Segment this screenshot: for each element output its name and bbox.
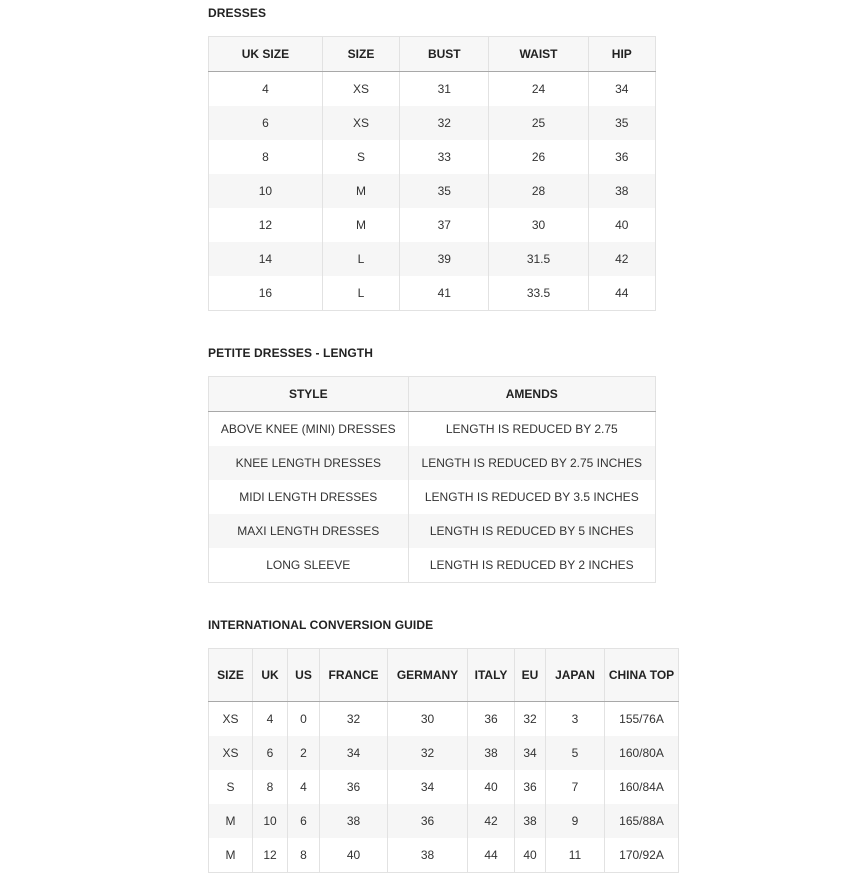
column-header: ITALY [468,649,515,702]
dresses-size-table [208,36,656,311]
table-cell: 32 [320,702,388,737]
table-cell: S [322,140,399,174]
table-cell: S [209,770,253,804]
table-cell: 6 [288,804,320,838]
table-cell: 36 [515,770,546,804]
table-cell: 14 [209,242,323,276]
table-cell: XS [209,736,253,770]
table-cell: M [322,174,399,208]
table-cell: 3 [546,702,605,737]
table-cell: 44 [588,276,655,311]
table-cell: 6 [209,106,323,140]
table-cell: 38 [515,804,546,838]
table-cell: 12 [253,838,288,873]
table-cell: 38 [388,838,468,873]
table-cell: 9 [546,804,605,838]
table-cell: 39 [400,242,489,276]
table-row [209,276,656,311]
table-row [209,242,656,276]
table-cell: 34 [588,72,655,107]
table-cell: M [209,804,253,838]
table-cell: 8 [253,770,288,804]
table-cell: 8 [209,140,323,174]
table-cell: 170/92A [605,838,679,873]
table-row [209,208,656,242]
table-cell: LENGTH IS REDUCED BY 2.75 [408,412,655,447]
table-cell: M [209,838,253,873]
table-header-row [209,377,656,412]
table-cell: 7 [546,770,605,804]
table-cell: 37 [400,208,489,242]
table-cell: 0 [288,702,320,737]
table-cell: 155/76A [605,702,679,737]
table-cell: 36 [468,702,515,737]
table-cell: 4 [288,770,320,804]
table-cell: 24 [489,72,588,107]
table-cell: MIDI LENGTH DRESSES [209,480,409,514]
table-cell: 40 [320,838,388,873]
table-cell: L [322,276,399,311]
table-cell: 4 [253,702,288,737]
table-cell: ABOVE KNEE (MINI) DRESSES [209,412,409,447]
table-cell: 11 [546,838,605,873]
column-header: UK [253,649,288,702]
table-cell: 36 [320,770,388,804]
column-header: AMENDS [408,377,655,412]
column-header: CHINA TOP [605,649,679,702]
table-cell: XS [322,106,399,140]
table-cell: XS [322,72,399,107]
table-row [209,174,656,208]
table-cell: 34 [388,770,468,804]
table-row [209,804,679,838]
table-cell: LENGTH IS REDUCED BY 3.5 INCHES [408,480,655,514]
table-cell: 44 [468,838,515,873]
table-cell: 2 [288,736,320,770]
dresses-title: DRESSES [208,6,267,20]
table-row [209,72,656,107]
table-row [209,514,656,548]
table-row [209,548,656,583]
table-cell: XS [209,702,253,737]
column-header: US [288,649,320,702]
table-cell: LENGTH IS REDUCED BY 2 INCHES [408,548,655,583]
table-cell: 10 [253,804,288,838]
table-cell: MAXI LENGTH DRESSES [209,514,409,548]
column-header: SIZE [322,37,399,72]
column-header: WAIST [489,37,588,72]
table-row [209,770,679,804]
table-cell: 35 [588,106,655,140]
table-cell: 32 [388,736,468,770]
table-cell: 36 [588,140,655,174]
table-cell: 34 [320,736,388,770]
column-header: UK SIZE [209,37,323,72]
petite-title: PETITE DRESSES - LENGTH [208,346,373,360]
table-cell: 4 [209,72,323,107]
column-header: STYLE [209,377,409,412]
table-cell: 32 [515,702,546,737]
petite-length-table [208,376,656,583]
table-cell: 42 [468,804,515,838]
table-row [209,838,679,873]
table-cell: 8 [288,838,320,873]
table-cell: 30 [388,702,468,737]
table-row [209,702,679,737]
table-cell: 31 [400,72,489,107]
table-cell: 31.5 [489,242,588,276]
table-cell: 33 [400,140,489,174]
column-header: BUST [400,37,489,72]
table-cell: 165/88A [605,804,679,838]
table-cell: 33.5 [489,276,588,311]
table-cell: 32 [400,106,489,140]
table-cell: 12 [209,208,323,242]
table-row [209,446,656,480]
table-row [209,106,656,140]
column-header: SIZE [209,649,253,702]
table-cell: M [322,208,399,242]
table-cell: 40 [468,770,515,804]
table-cell: 40 [515,838,546,873]
table-cell: 36 [388,804,468,838]
table-cell: 42 [588,242,655,276]
table-cell: LENGTH IS REDUCED BY 5 INCHES [408,514,655,548]
table-header-row [209,37,656,72]
column-header: EU [515,649,546,702]
table-cell: 6 [253,736,288,770]
table-cell: 16 [209,276,323,311]
table-row [209,412,656,447]
table-row [209,140,656,174]
table-cell: 41 [400,276,489,311]
table-cell: 30 [489,208,588,242]
table-cell: 10 [209,174,323,208]
international-title: INTERNATIONAL CONVERSION GUIDE [208,618,434,632]
international-table-viewport[interactable] [208,648,675,878]
table-cell: L [322,242,399,276]
table-cell: 25 [489,106,588,140]
table-cell: 35 [400,174,489,208]
table-cell: 38 [468,736,515,770]
column-header: GERMANY [388,649,468,702]
column-header: HIP [588,37,655,72]
column-header: FRANCE [320,649,388,702]
table-row [209,736,679,770]
international-conversion-table [208,648,679,873]
column-header: JAPAN [546,649,605,702]
table-cell: KNEE LENGTH DRESSES [209,446,409,480]
table-cell: LENGTH IS REDUCED BY 2.75 INCHES [408,446,655,480]
table-cell: 26 [489,140,588,174]
table-cell: 38 [320,804,388,838]
table-cell: 160/80A [605,736,679,770]
table-cell: 38 [588,174,655,208]
table-cell: 40 [588,208,655,242]
table-cell: 34 [515,736,546,770]
table-cell: 28 [489,174,588,208]
table-cell: LONG SLEEVE [209,548,409,583]
table-header-row [209,649,679,702]
table-row [209,480,656,514]
table-cell: 160/84A [605,770,679,804]
table-cell: 5 [546,736,605,770]
